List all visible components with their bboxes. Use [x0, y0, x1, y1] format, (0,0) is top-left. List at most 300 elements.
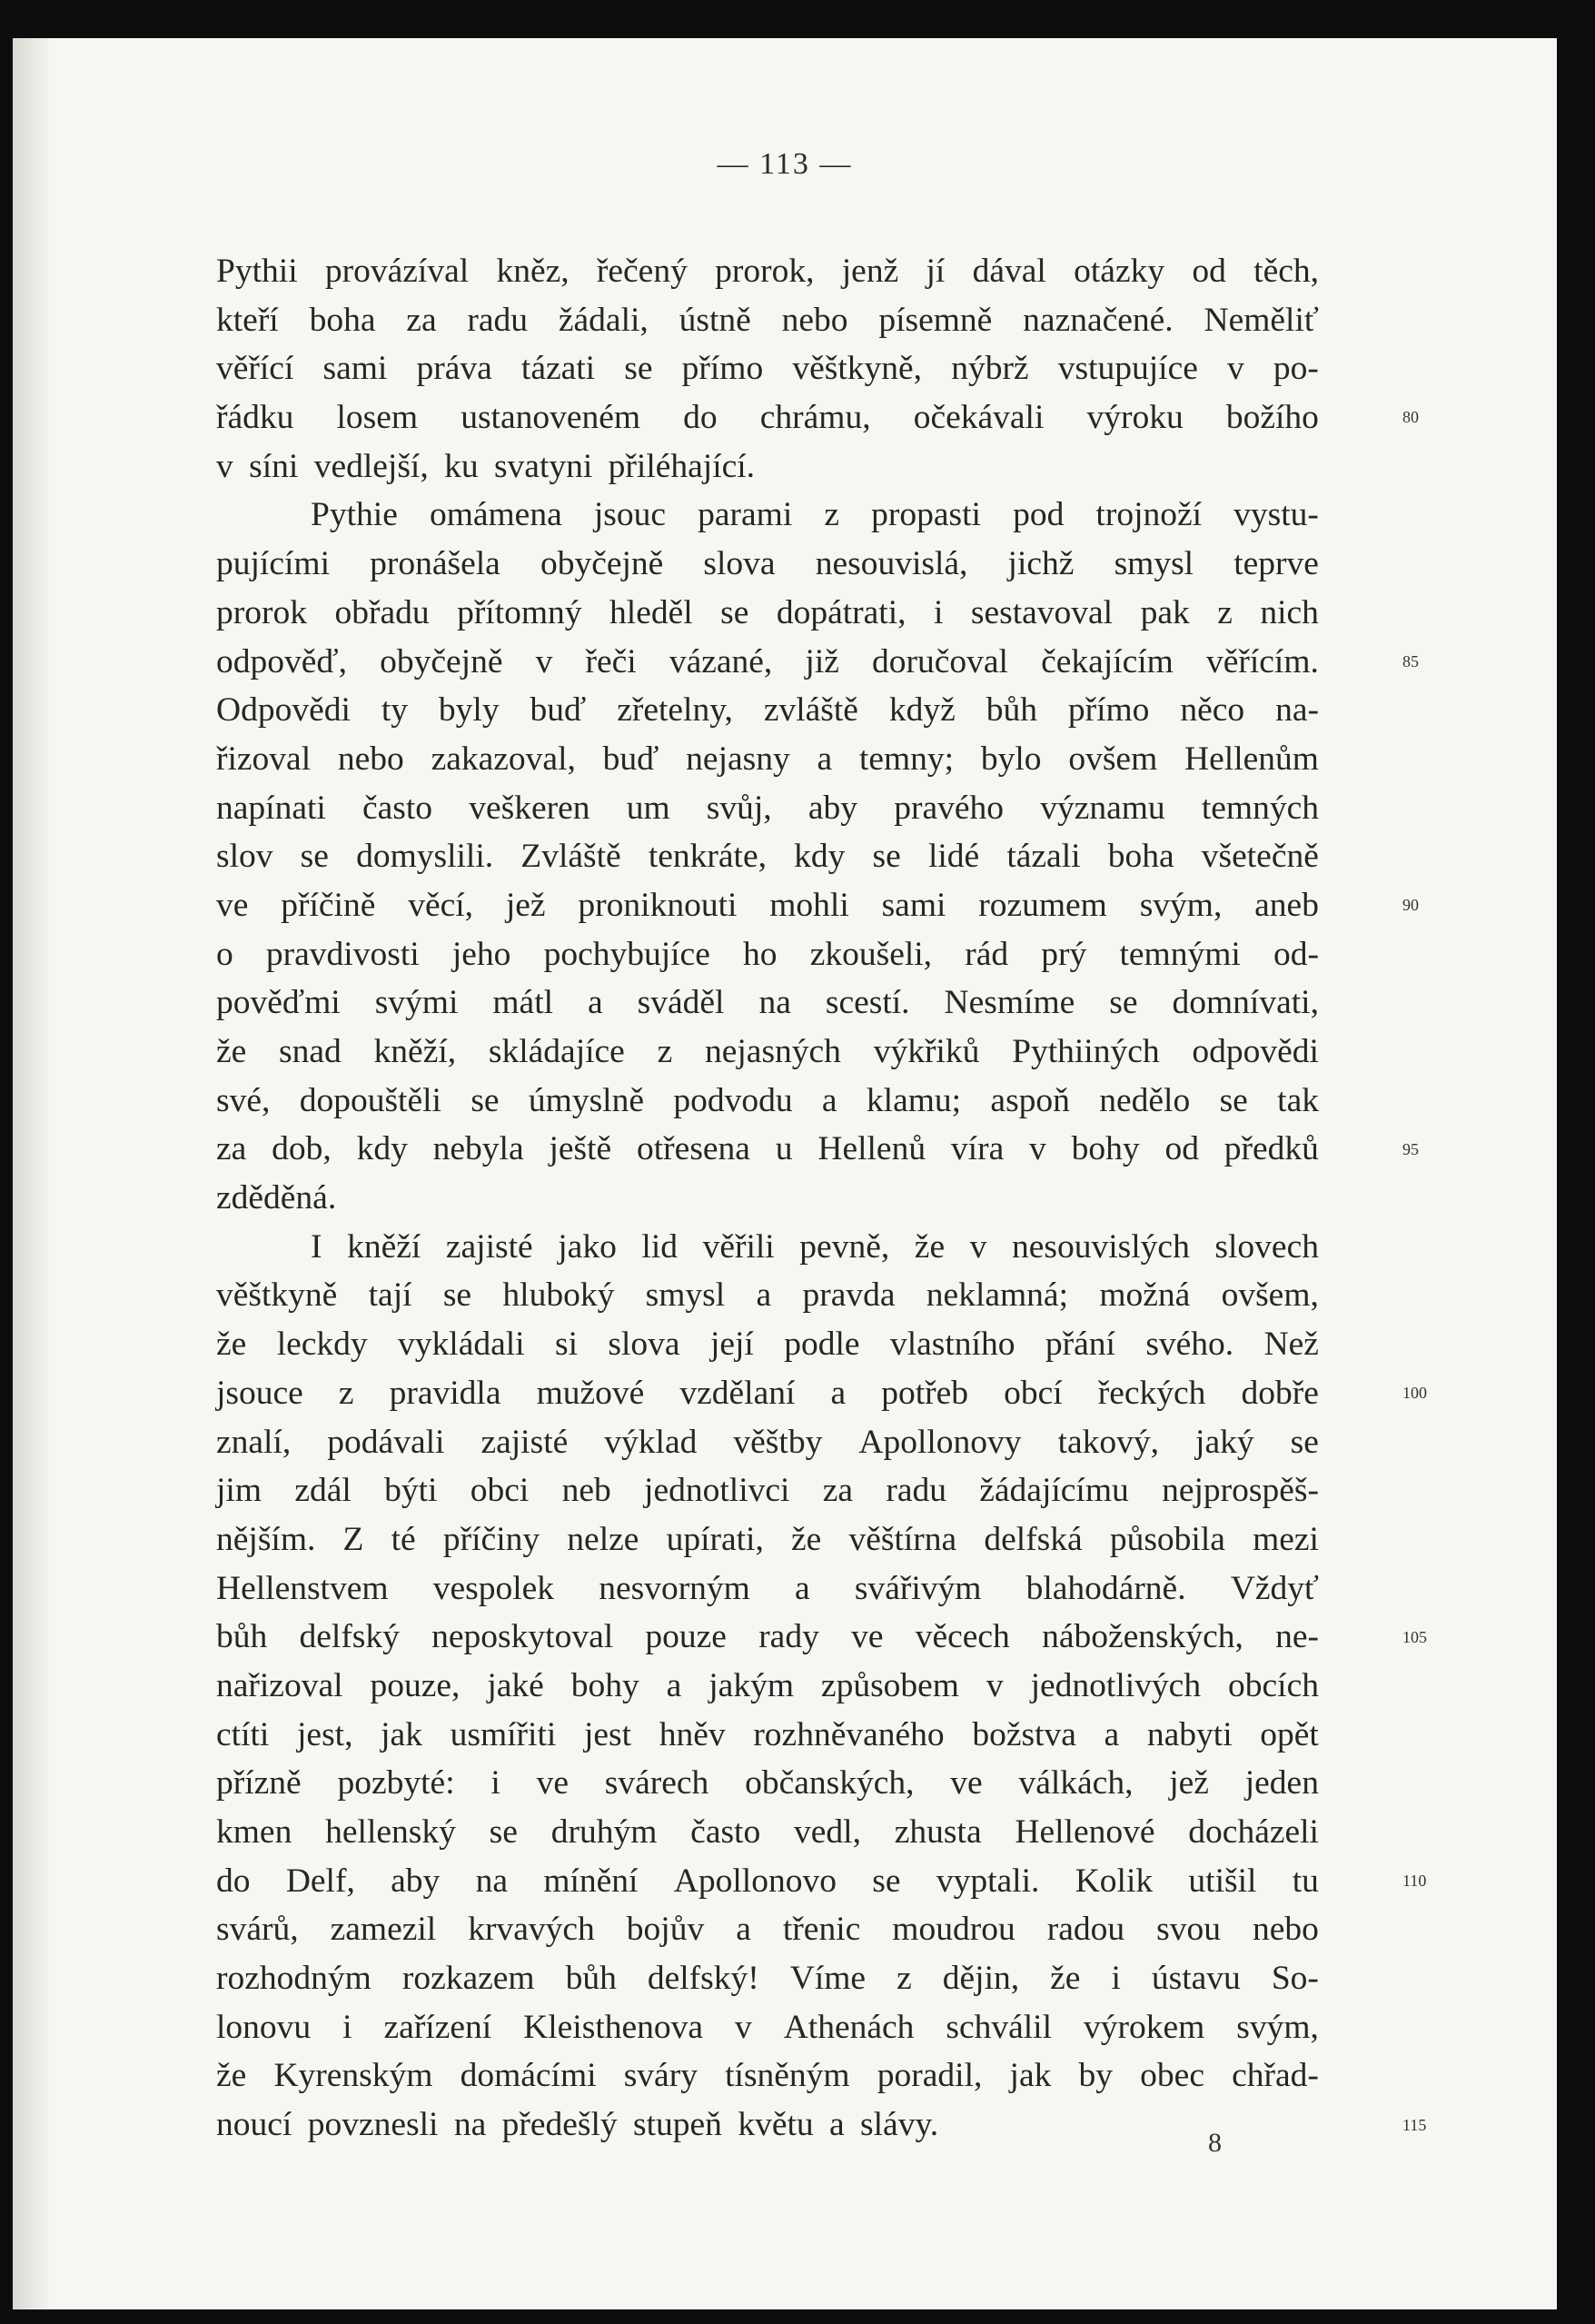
word: Neměliť — [1204, 301, 1319, 339]
book-page — [13, 38, 1557, 2309]
word: radu — [467, 301, 529, 339]
word: svého. — [1145, 1326, 1234, 1364]
word: lonovu — [216, 2008, 312, 2046]
word: klamu; — [866, 1081, 962, 1119]
word: jí — [926, 253, 946, 290]
word: losem — [336, 399, 419, 437]
word: na — [453, 2106, 502, 2144]
word: obcí — [1004, 1374, 1063, 1412]
word: bohy — [1071, 1130, 1140, 1168]
word: její — [709, 1326, 754, 1364]
word: delfský — [299, 1618, 400, 1656]
word: potřeb — [881, 1374, 969, 1412]
word: předků — [1223, 1130, 1319, 1168]
word: slovech — [1214, 1227, 1319, 1266]
word: nejprospěš- — [1162, 1472, 1319, 1510]
text-line — [216, 1077, 1319, 1126]
word: neklamná; — [926, 1276, 1068, 1315]
text-line — [216, 1125, 1319, 1174]
word: i — [342, 2008, 352, 2046]
text-line — [216, 540, 1319, 589]
word: v — [535, 642, 553, 680]
word: příčiny — [442, 1520, 540, 1558]
word: a — [736, 1911, 751, 1949]
word: nýbrž — [951, 350, 1029, 388]
word: těch, — [1253, 253, 1319, 290]
word: očekávali — [913, 399, 1045, 437]
word: ty — [381, 691, 408, 730]
word: když — [888, 691, 956, 730]
text-line — [216, 1369, 1319, 1418]
word: um — [626, 789, 670, 827]
word: řeckých — [1097, 1374, 1206, 1412]
word: jež — [505, 886, 546, 924]
word: rady — [758, 1618, 819, 1656]
text-line — [216, 686, 1319, 735]
word: věštkyně, — [792, 350, 923, 388]
word: té — [391, 1520, 416, 1558]
word: víra — [950, 1130, 1005, 1168]
word: pak — [1140, 593, 1190, 631]
word: zvláště — [763, 691, 858, 730]
word: úmyslně — [528, 1081, 644, 1119]
word: naznačené. — [1023, 301, 1174, 339]
word: býti — [384, 1472, 438, 1510]
word: Odpovědi — [216, 691, 351, 730]
word: své, — [216, 1081, 271, 1119]
word: a — [795, 1569, 810, 1607]
word: scestí. — [825, 984, 910, 1022]
word: snad — [279, 1033, 342, 1070]
text-line — [216, 442, 1319, 492]
word: Z — [342, 1520, 364, 1558]
text-line — [216, 1662, 1319, 1711]
word: přímo — [681, 350, 764, 388]
word: otřesena — [637, 1130, 750, 1168]
word: utišil — [1188, 1862, 1257, 1900]
word: propasti — [871, 496, 981, 534]
word: z — [824, 496, 840, 534]
word: ctíti — [216, 1715, 270, 1753]
word: temny; — [858, 740, 955, 778]
word: a — [821, 1081, 837, 1119]
word: nebo — [781, 301, 848, 339]
word: kněží, — [373, 1033, 457, 1070]
word: vystu- — [1233, 496, 1319, 534]
word: slov — [216, 838, 273, 876]
word: ovšem — [1068, 740, 1158, 778]
word: podávali — [327, 1423, 445, 1461]
word: věštby — [733, 1423, 823, 1461]
word: a — [588, 984, 603, 1022]
word: po- — [1273, 350, 1319, 388]
word: Hellenové — [1015, 1813, 1155, 1851]
word: ještě — [549, 1130, 612, 1168]
text-line — [216, 735, 1319, 784]
word: jenž — [841, 253, 899, 290]
word: ústavu — [1151, 1960, 1241, 1998]
word: sami — [322, 350, 388, 388]
text-line — [216, 1808, 1319, 1857]
word: a — [1104, 1715, 1120, 1753]
word: upírati, — [666, 1520, 764, 1558]
word: jest, — [297, 1715, 353, 1753]
word: parami — [698, 496, 793, 534]
word: radou — [1046, 1911, 1125, 1949]
word: občanských, — [745, 1764, 915, 1803]
word: svatyni — [493, 447, 609, 485]
word: tenkráte, — [648, 838, 767, 876]
text-line — [216, 784, 1319, 833]
text-line — [216, 1028, 1319, 1077]
word: temnými — [1119, 935, 1241, 973]
word: zařízení — [383, 2008, 492, 2046]
word: Hellenstvem — [216, 1569, 389, 1607]
word: svářivým — [854, 1569, 982, 1607]
word: Pythiiných — [1012, 1033, 1160, 1070]
word: dával — [972, 253, 1046, 290]
page-number-header: — 113 — — [717, 147, 853, 181]
word: vzdělaní — [679, 1374, 796, 1412]
word: chrámu, — [759, 399, 871, 437]
text-line — [216, 1418, 1319, 1467]
word: nelze — [567, 1520, 639, 1558]
word: i — [934, 593, 944, 631]
word: zakazoval, — [431, 740, 576, 778]
word: kněží — [347, 1227, 421, 1266]
word: schválil — [946, 2008, 1053, 2046]
word: aneb — [1254, 886, 1319, 924]
word: za — [822, 1472, 854, 1510]
word: smysl — [1114, 545, 1194, 583]
text-line — [216, 1515, 1319, 1564]
word: často — [362, 789, 433, 827]
word: vyptali. — [936, 1862, 1040, 1900]
word: hluboký — [502, 1276, 615, 1315]
text-line — [216, 1320, 1319, 1369]
word: Hellenům — [1184, 740, 1319, 778]
word: svými — [374, 984, 459, 1022]
word: nebo — [337, 740, 404, 778]
word: obyčejně — [380, 642, 503, 680]
word: něco — [1180, 691, 1245, 730]
word: podvodu — [673, 1081, 793, 1119]
word: do — [216, 1862, 251, 1900]
word: u — [775, 1130, 793, 1168]
word: slávy. — [860, 2106, 939, 2144]
word: nebyla — [432, 1130, 524, 1168]
word: pouze, — [370, 1666, 461, 1704]
word: obcích — [1228, 1666, 1319, 1704]
text-line — [216, 978, 1319, 1028]
margin-line-number: 110 — [1402, 1872, 1427, 1891]
word: ústně — [679, 301, 751, 339]
word: síni — [249, 447, 314, 485]
word: i — [1111, 1960, 1121, 1998]
word: přání — [1045, 1326, 1115, 1364]
word: tu — [1292, 1862, 1319, 1900]
word: dopouštěli — [299, 1081, 441, 1119]
word: pouze — [645, 1618, 727, 1656]
word: dob, — [272, 1130, 332, 1168]
word: věřili — [702, 1227, 775, 1266]
word: od — [1164, 1130, 1199, 1168]
word: hleděl — [609, 593, 693, 631]
word: vstupujíce — [1057, 350, 1198, 388]
word: příčině — [281, 886, 376, 924]
text-line — [216, 491, 1319, 540]
word: nedělo — [1099, 1081, 1191, 1119]
word: a — [756, 1276, 772, 1315]
text-line — [216, 1174, 1319, 1223]
word: nebo — [1252, 1911, 1319, 1949]
word: teprve — [1233, 545, 1319, 583]
word: I — [311, 1227, 322, 1266]
word: zkoušeli, — [809, 935, 933, 973]
word: pevně, — [799, 1227, 890, 1266]
word: provázíval — [324, 253, 470, 290]
word: v — [969, 1227, 987, 1266]
word: se — [872, 1862, 901, 1900]
word: nejasny — [686, 740, 790, 778]
word: za — [406, 301, 437, 339]
word: výkřiků — [873, 1033, 980, 1070]
word: rozumem — [978, 886, 1107, 924]
word: domyslili. — [356, 838, 494, 876]
word: žádajícímu — [979, 1472, 1129, 1510]
word: si — [554, 1326, 578, 1364]
word: ho — [743, 935, 778, 973]
word: sváděl — [637, 984, 725, 1022]
word: že — [914, 1227, 946, 1266]
word: trojnoží — [1095, 496, 1203, 534]
word: lid — [641, 1227, 678, 1266]
word: jak — [1009, 2057, 1052, 2095]
word: Hellenů — [817, 1130, 926, 1168]
margin-line-number: 90 — [1402, 896, 1419, 915]
word: aspoň — [990, 1081, 1070, 1119]
word: proniknouti — [578, 886, 738, 924]
word: slova — [608, 1326, 680, 1364]
word: z — [338, 1374, 354, 1412]
word: v — [1029, 1130, 1046, 1168]
word: buď — [530, 691, 587, 730]
word: zdál — [294, 1472, 352, 1510]
word: mužové — [536, 1374, 645, 1412]
word: že — [791, 1520, 822, 1558]
word: že — [216, 1033, 247, 1070]
text-line — [216, 2051, 1319, 2101]
word: jakým — [708, 1666, 794, 1704]
word: pozbyté: — [337, 1764, 455, 1803]
word: o — [216, 935, 233, 973]
word: v — [986, 1666, 1004, 1704]
word: Pythie — [311, 496, 398, 534]
word: obci — [470, 1472, 530, 1510]
word: a — [817, 740, 833, 778]
word: smysl — [645, 1276, 726, 1315]
word: božstva — [972, 1715, 1076, 1753]
word: nesouvislá, — [815, 545, 968, 583]
text-line — [216, 881, 1319, 930]
word: Kyrenským — [273, 2057, 433, 2095]
text-line — [216, 2101, 1319, 2150]
text-line — [216, 1711, 1319, 1760]
word: výklad — [604, 1423, 698, 1461]
word: čekajícím — [1041, 642, 1174, 680]
binding-edge — [13, 38, 49, 2309]
word: vespolek — [432, 1569, 555, 1607]
word: domnívati, — [1172, 984, 1319, 1022]
word: na — [475, 1862, 509, 1900]
margin-line-number: 95 — [1402, 1139, 1419, 1158]
word: a — [829, 2106, 861, 2144]
word: přímo — [1067, 691, 1150, 730]
word: neposkytoval — [431, 1618, 614, 1656]
word: dopátrati, — [776, 593, 906, 631]
word: mátl — [492, 984, 554, 1022]
word: předešlý — [501, 2106, 634, 2144]
word: nařizoval — [216, 1666, 343, 1704]
word: zděděná. — [216, 1179, 337, 1217]
word: ovšem, — [1221, 1276, 1319, 1315]
word: způsobem — [820, 1666, 959, 1704]
word: neb — [561, 1472, 611, 1510]
word: lidé — [927, 838, 980, 876]
word: moudrou — [892, 1911, 1015, 1949]
word: stupeň — [633, 2106, 738, 2144]
word: krvavých — [468, 1911, 595, 1949]
word: působila — [1109, 1520, 1225, 1558]
word: boha — [309, 301, 376, 339]
word: kněz, — [496, 253, 570, 290]
word: pochybujíce — [543, 935, 710, 973]
word: za — [216, 1130, 247, 1168]
word: věštírna — [848, 1520, 957, 1558]
word: věcí, — [408, 886, 474, 924]
text-line — [216, 638, 1319, 687]
word: aby — [807, 789, 858, 827]
word: vykládali — [398, 1326, 525, 1364]
word: jaký — [1195, 1423, 1254, 1461]
word: buď — [602, 740, 659, 778]
word: jsouce — [216, 1374, 303, 1412]
word: přítomný — [457, 593, 582, 631]
word: rozhodným — [216, 1960, 372, 1998]
word: jednotlivých — [1030, 1666, 1202, 1704]
word: So- — [1271, 1960, 1319, 1998]
word: bohy — [570, 1666, 639, 1704]
word: tají — [368, 1276, 412, 1315]
word: usmířiti — [450, 1715, 557, 1753]
word: věcech — [915, 1618, 1010, 1656]
word: rád — [965, 935, 1009, 973]
word: povznesli — [307, 2106, 454, 2144]
text-line — [216, 1466, 1319, 1515]
word: řádku — [216, 399, 294, 437]
word: že — [216, 2057, 247, 2095]
word: dějin, — [942, 1960, 1020, 1998]
word: pod — [1013, 496, 1065, 534]
word: nejasných — [704, 1033, 841, 1070]
word: dobře — [1241, 1374, 1319, 1412]
word: jeho — [451, 935, 511, 973]
word: se — [1219, 1081, 1248, 1119]
word: docházeli — [1188, 1813, 1319, 1851]
word: chřad- — [1232, 2057, 1319, 2095]
word: mohli — [769, 886, 849, 924]
word: pravdivosti — [265, 935, 420, 973]
word: vedlejší, — [313, 447, 445, 485]
margin-line-number: 115 — [1402, 2115, 1427, 2134]
word: božího — [1225, 399, 1319, 437]
margin-line-number: 100 — [1402, 1384, 1427, 1403]
word: pověďmi — [216, 984, 341, 1022]
word: vlastního — [889, 1326, 1015, 1364]
word: ve — [851, 1618, 884, 1656]
word: jaké — [487, 1666, 544, 1704]
word: Víme — [789, 1960, 867, 1998]
word: nabyti — [1146, 1715, 1233, 1753]
margin-line-number: 105 — [1402, 1627, 1427, 1646]
word: skládajíce — [488, 1033, 625, 1070]
word: řeči — [585, 642, 637, 680]
word: radu — [886, 1472, 946, 1510]
word: podle — [784, 1326, 860, 1364]
word: bůh — [986, 691, 1037, 730]
text-line — [216, 1905, 1319, 1954]
word: bůh — [216, 1618, 268, 1656]
word: prorok — [216, 593, 307, 631]
word: zamezil — [330, 1911, 437, 1949]
word: Apollonovo — [673, 1862, 837, 1900]
word: významu — [1040, 789, 1165, 827]
word: boha — [1107, 838, 1174, 876]
text-line — [216, 393, 1319, 442]
word: zhusta — [894, 1813, 982, 1851]
word: nesouvislých — [1012, 1227, 1190, 1266]
word: práva — [416, 350, 492, 388]
word: řečený — [596, 253, 688, 290]
word: mezi — [1253, 1520, 1319, 1558]
signature-mark: 8 — [1208, 2128, 1222, 2158]
word: v — [735, 2008, 752, 2046]
word: ku — [444, 447, 494, 485]
word: že — [1050, 1960, 1081, 1998]
word: blahodárně. — [1025, 1569, 1186, 1607]
word: žádali, — [558, 301, 649, 339]
word: Zvláště — [520, 838, 621, 876]
word: se — [624, 350, 653, 388]
word: třenic — [782, 1911, 861, 1949]
word: noucí — [216, 2106, 308, 2144]
word: aby — [391, 1862, 441, 1900]
word: jež — [1169, 1764, 1209, 1803]
word: nich — [1260, 593, 1319, 631]
word: již — [805, 642, 839, 680]
word: zajisté — [480, 1423, 569, 1461]
word: se — [1109, 984, 1138, 1022]
word: se — [471, 1081, 500, 1119]
word: doručoval — [872, 642, 1008, 680]
word: by — [1078, 2057, 1114, 2095]
word: temných — [1201, 789, 1319, 827]
word: kdy — [356, 1130, 408, 1168]
word: nesvorným — [599, 1569, 750, 1607]
word: hněv — [659, 1715, 726, 1753]
word: sami — [881, 886, 946, 924]
word: že — [216, 1326, 247, 1364]
